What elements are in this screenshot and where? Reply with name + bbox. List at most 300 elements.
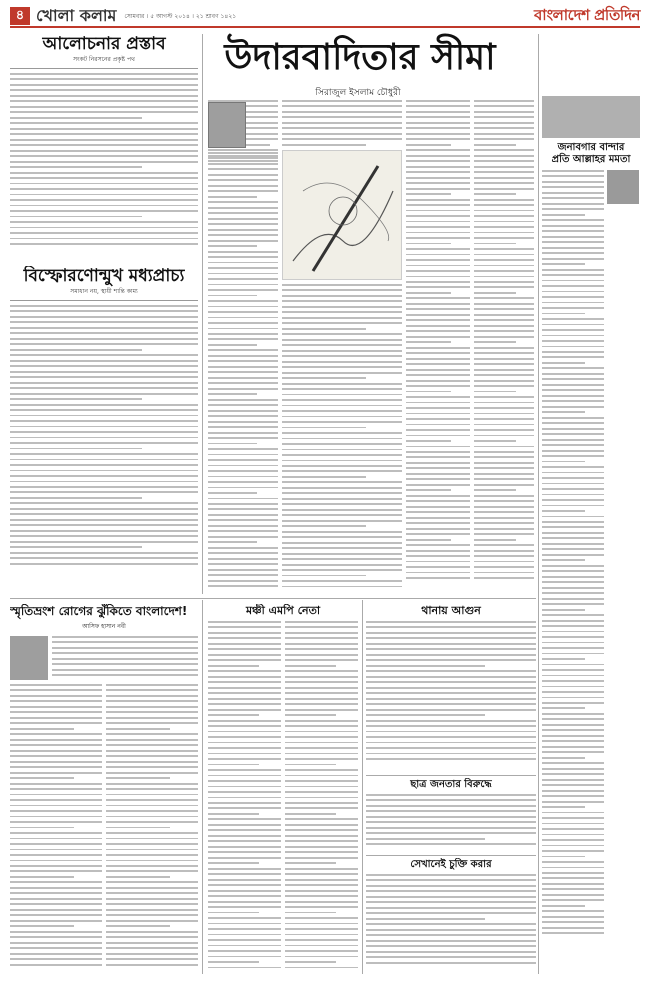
text-line bbox=[208, 884, 281, 886]
bottom-left-title: স্মৃতিভ্রংশ রোগের ঝুঁকিতে বাংলাদেশ! bbox=[10, 604, 188, 618]
text-line bbox=[542, 894, 604, 896]
text-line bbox=[285, 824, 358, 826]
text-line bbox=[474, 193, 516, 195]
text-line bbox=[542, 444, 604, 446]
text-line bbox=[208, 322, 278, 324]
text-line bbox=[106, 750, 198, 752]
text-line bbox=[106, 717, 198, 719]
text-line bbox=[542, 406, 604, 408]
text-line bbox=[208, 481, 278, 483]
text-line bbox=[10, 684, 102, 686]
text-line bbox=[474, 341, 516, 343]
text-line bbox=[52, 674, 198, 676]
text-line bbox=[282, 383, 402, 385]
text-line bbox=[106, 794, 198, 796]
text-line bbox=[542, 762, 604, 764]
text-line bbox=[250, 122, 278, 124]
text-line bbox=[208, 377, 278, 379]
text-line bbox=[208, 168, 278, 170]
text-line bbox=[208, 251, 278, 253]
text-line bbox=[474, 396, 534, 398]
editorial-header-1 bbox=[10, 34, 198, 69]
text-line bbox=[542, 784, 604, 786]
text-line bbox=[208, 802, 281, 804]
text-line bbox=[474, 286, 534, 288]
text-line bbox=[542, 247, 604, 249]
text-line bbox=[10, 821, 102, 823]
text-line bbox=[366, 929, 536, 931]
text-line bbox=[474, 215, 534, 217]
text-line bbox=[406, 517, 470, 519]
text-line bbox=[474, 555, 534, 557]
text-line bbox=[406, 171, 470, 173]
text-line bbox=[474, 385, 534, 387]
text-line bbox=[285, 846, 358, 848]
text-line bbox=[208, 149, 278, 151]
text-line bbox=[282, 575, 366, 577]
text-line bbox=[542, 384, 604, 386]
text-line bbox=[474, 232, 534, 234]
text-line bbox=[285, 676, 358, 678]
text-line bbox=[10, 799, 102, 801]
text-line bbox=[542, 428, 604, 430]
text-line bbox=[366, 874, 536, 876]
text-line bbox=[285, 967, 358, 969]
text-line bbox=[282, 366, 402, 368]
text-line bbox=[474, 435, 534, 437]
text-line bbox=[285, 687, 358, 689]
text-line bbox=[474, 265, 534, 267]
illustration bbox=[282, 150, 402, 280]
text-line bbox=[542, 439, 604, 441]
text-line bbox=[285, 917, 358, 919]
editorial-header-2 bbox=[10, 266, 198, 301]
text-line bbox=[208, 492, 257, 494]
text-line bbox=[474, 259, 534, 261]
text-line bbox=[406, 500, 470, 502]
text-line bbox=[406, 440, 451, 442]
text-line bbox=[474, 528, 534, 530]
text-line bbox=[542, 422, 604, 424]
text-line bbox=[10, 470, 198, 472]
text-line bbox=[285, 890, 358, 892]
text-line bbox=[208, 541, 257, 543]
text-line bbox=[542, 324, 604, 326]
text-line bbox=[10, 870, 102, 872]
text-line bbox=[208, 201, 278, 203]
text-line bbox=[10, 931, 102, 933]
bottom-left-column bbox=[10, 604, 198, 974]
text-line bbox=[282, 580, 402, 582]
text-line bbox=[10, 722, 102, 724]
text-line bbox=[474, 451, 534, 453]
text-line bbox=[542, 356, 604, 358]
text-line bbox=[208, 470, 278, 472]
text-line bbox=[106, 903, 198, 905]
text-line bbox=[10, 332, 198, 334]
text-line bbox=[10, 155, 198, 157]
text-line bbox=[474, 182, 534, 184]
text-line bbox=[208, 742, 281, 744]
text-line bbox=[208, 245, 257, 247]
text-line bbox=[542, 669, 604, 671]
text-line bbox=[285, 709, 358, 711]
text-line bbox=[208, 580, 278, 582]
text-line bbox=[285, 632, 358, 634]
text-line bbox=[542, 521, 604, 523]
text-line bbox=[474, 303, 534, 305]
text-line bbox=[106, 805, 198, 807]
text-line bbox=[285, 731, 358, 733]
text-line bbox=[474, 199, 534, 201]
text-line bbox=[366, 794, 536, 796]
text-line bbox=[208, 687, 281, 689]
text-line bbox=[208, 360, 278, 362]
text-line bbox=[542, 570, 604, 572]
text-line bbox=[542, 543, 604, 545]
text-line bbox=[285, 818, 358, 820]
text-line bbox=[10, 431, 198, 433]
text-line bbox=[542, 790, 604, 792]
text-line bbox=[406, 418, 470, 420]
text-line bbox=[282, 372, 402, 374]
text-line bbox=[10, 486, 198, 488]
text-line bbox=[285, 901, 358, 903]
text-line bbox=[542, 378, 604, 380]
text-line bbox=[208, 846, 281, 848]
text-line bbox=[106, 854, 198, 856]
text-line bbox=[542, 258, 604, 260]
text-line bbox=[208, 928, 281, 930]
text-line bbox=[542, 302, 604, 304]
text-line bbox=[366, 951, 536, 953]
text-line bbox=[282, 344, 402, 346]
text-line bbox=[250, 100, 278, 102]
text-line bbox=[366, 843, 536, 845]
text-line bbox=[406, 566, 470, 568]
text-line bbox=[106, 892, 198, 894]
text-line bbox=[542, 861, 604, 863]
text-line bbox=[106, 783, 198, 785]
thana-title: থানায় আগুন bbox=[421, 604, 481, 617]
text-line bbox=[542, 241, 604, 243]
text-line bbox=[474, 380, 534, 382]
text-line bbox=[406, 177, 470, 179]
text-line bbox=[10, 459, 198, 461]
text-line bbox=[474, 424, 534, 426]
text-line bbox=[542, 609, 585, 611]
text-line bbox=[285, 961, 336, 963]
text-line bbox=[406, 539, 451, 541]
text-line bbox=[282, 531, 402, 533]
text-line bbox=[285, 945, 358, 947]
text-line bbox=[208, 267, 278, 269]
text-line bbox=[542, 400, 604, 402]
text-line bbox=[282, 100, 402, 102]
text-line bbox=[10, 100, 198, 102]
text-line bbox=[208, 355, 278, 357]
text-line bbox=[10, 513, 198, 515]
text-line bbox=[406, 522, 470, 524]
text-line bbox=[406, 467, 470, 469]
text-line bbox=[208, 179, 278, 181]
text-line bbox=[208, 157, 278, 159]
text-line bbox=[10, 481, 198, 483]
text-line bbox=[282, 416, 402, 418]
text-line bbox=[474, 171, 534, 173]
text-line bbox=[208, 558, 278, 560]
text-line bbox=[366, 665, 485, 667]
text-line bbox=[282, 410, 402, 412]
text-line bbox=[282, 322, 402, 324]
text-line bbox=[282, 470, 402, 472]
text-line bbox=[542, 516, 604, 518]
text-line bbox=[474, 352, 534, 354]
text-line bbox=[474, 122, 534, 124]
text-line bbox=[208, 459, 278, 461]
text-line bbox=[10, 920, 102, 922]
chhatra-title: ছাত্র জনতার বিরুদ্ধে bbox=[410, 779, 492, 790]
text-line bbox=[542, 450, 604, 452]
text-line bbox=[106, 920, 198, 922]
editorial-subtitle-2: সমাধান নয়, স্থায়ী শান্তি কাম্য bbox=[70, 288, 138, 295]
text-line bbox=[366, 816, 536, 818]
editorial-body-1 bbox=[10, 73, 198, 245]
text-line bbox=[10, 535, 198, 537]
text-line bbox=[542, 548, 604, 550]
text-line bbox=[10, 865, 102, 867]
text-line bbox=[406, 451, 470, 453]
text-line bbox=[10, 711, 102, 713]
text-line bbox=[542, 219, 604, 221]
text-line bbox=[208, 185, 278, 187]
text-line bbox=[406, 577, 470, 579]
text-line bbox=[542, 757, 585, 759]
text-line bbox=[208, 388, 278, 390]
text-line bbox=[285, 753, 358, 755]
text-line bbox=[10, 761, 102, 763]
text-line bbox=[542, 812, 604, 814]
text-line bbox=[542, 598, 604, 600]
text-line bbox=[10, 128, 198, 130]
text-line bbox=[285, 906, 358, 908]
text-line bbox=[106, 914, 198, 916]
main-article-col-b bbox=[208, 152, 278, 592]
text-line bbox=[208, 626, 281, 628]
text-line bbox=[208, 300, 278, 302]
text-line bbox=[250, 105, 278, 107]
text-line bbox=[10, 502, 198, 504]
text-line bbox=[208, 366, 278, 368]
text-line bbox=[406, 215, 470, 217]
text-line bbox=[285, 840, 358, 842]
text-line bbox=[406, 193, 451, 195]
text-line bbox=[208, 399, 278, 401]
text-line bbox=[106, 909, 198, 911]
text-line bbox=[282, 525, 366, 527]
text-line bbox=[208, 923, 281, 925]
text-line bbox=[542, 686, 604, 688]
text-line bbox=[406, 495, 470, 497]
text-line bbox=[208, 382, 278, 384]
text-line bbox=[10, 365, 198, 367]
text-line bbox=[282, 355, 402, 357]
text-line bbox=[474, 495, 534, 497]
text-line bbox=[285, 868, 358, 870]
text-line bbox=[208, 574, 278, 576]
text-line bbox=[208, 514, 278, 516]
text-line bbox=[10, 194, 198, 196]
page-number: ৪ bbox=[10, 7, 30, 25]
text-line bbox=[285, 775, 358, 777]
text-line bbox=[208, 519, 278, 521]
text-line bbox=[542, 181, 604, 183]
text-line bbox=[542, 779, 604, 781]
text-line bbox=[10, 354, 198, 356]
text-line bbox=[542, 175, 604, 177]
text-line bbox=[208, 945, 281, 947]
text-line bbox=[282, 492, 402, 494]
text-line bbox=[10, 843, 102, 845]
text-line bbox=[208, 273, 278, 275]
text-line bbox=[474, 226, 534, 228]
text-line bbox=[10, 453, 198, 455]
text-line bbox=[282, 333, 402, 335]
text-line bbox=[208, 498, 278, 500]
text-line bbox=[282, 138, 402, 140]
text-line bbox=[366, 945, 536, 947]
text-line bbox=[10, 810, 102, 812]
text-line bbox=[366, 821, 536, 823]
text-line bbox=[106, 881, 198, 883]
text-line bbox=[542, 647, 604, 649]
text-line bbox=[106, 827, 170, 829]
text-line bbox=[208, 349, 278, 351]
text-line bbox=[406, 133, 470, 135]
pen-illustration-icon bbox=[283, 151, 403, 281]
text-line bbox=[208, 212, 278, 214]
text-line bbox=[208, 643, 281, 645]
text-line bbox=[10, 958, 102, 960]
text-line bbox=[10, 563, 198, 565]
text-line bbox=[10, 133, 198, 135]
text-line bbox=[542, 729, 604, 731]
text-line bbox=[52, 658, 198, 660]
text-line bbox=[106, 898, 198, 900]
text-line bbox=[406, 149, 470, 151]
text-line bbox=[406, 533, 470, 535]
text-line bbox=[406, 489, 451, 491]
text-line bbox=[208, 950, 281, 952]
text-line bbox=[10, 524, 198, 526]
editorial-title-2: বিস্ফোরণোন্মুখ মধ্যপ্রাচ্য bbox=[23, 266, 185, 286]
text-line bbox=[10, 733, 102, 735]
text-line bbox=[366, 670, 536, 672]
text-line bbox=[406, 462, 470, 464]
text-line bbox=[208, 824, 281, 826]
text-line bbox=[282, 284, 402, 286]
text-line bbox=[106, 700, 198, 702]
text-line bbox=[366, 703, 536, 705]
text-line bbox=[406, 166, 470, 168]
text-line bbox=[208, 333, 278, 335]
text-line bbox=[406, 363, 470, 365]
text-line bbox=[542, 823, 604, 825]
text-line bbox=[282, 569, 402, 571]
text-line bbox=[10, 205, 198, 207]
text-line bbox=[10, 78, 198, 80]
text-line bbox=[10, 172, 198, 174]
text-line bbox=[282, 127, 402, 129]
text-line bbox=[406, 555, 470, 557]
text-line bbox=[406, 259, 470, 261]
text-line bbox=[282, 454, 402, 456]
text-line bbox=[474, 281, 534, 283]
text-line bbox=[208, 152, 278, 154]
text-line bbox=[285, 956, 358, 958]
text-line bbox=[542, 625, 604, 627]
text-line bbox=[10, 903, 102, 905]
text-line bbox=[106, 722, 198, 724]
text-line bbox=[282, 460, 402, 462]
text-line bbox=[474, 500, 534, 502]
text-line bbox=[366, 810, 536, 812]
text-line bbox=[208, 956, 281, 958]
text-line bbox=[542, 707, 585, 709]
text-line bbox=[10, 166, 142, 168]
author-portrait bbox=[208, 102, 246, 148]
text-line bbox=[542, 718, 604, 720]
text-line bbox=[542, 225, 604, 227]
text-line bbox=[474, 467, 534, 469]
right-author-portrait bbox=[607, 170, 639, 204]
text-line bbox=[10, 376, 198, 378]
text-line bbox=[406, 358, 470, 360]
text-line bbox=[285, 714, 336, 716]
text-line bbox=[208, 585, 278, 587]
text-line bbox=[542, 472, 604, 474]
text-line bbox=[285, 692, 358, 694]
text-line bbox=[10, 860, 102, 862]
text-line bbox=[285, 758, 358, 760]
chhatra-article bbox=[366, 778, 536, 852]
text-line bbox=[285, 747, 358, 749]
text-line bbox=[542, 806, 585, 808]
text-line bbox=[208, 552, 278, 554]
text-line bbox=[366, 912, 536, 914]
text-line bbox=[208, 862, 259, 864]
editorial-column-2 bbox=[10, 266, 198, 592]
text-line bbox=[208, 873, 281, 875]
text-line bbox=[542, 203, 604, 205]
text-line bbox=[10, 475, 198, 477]
text-line bbox=[542, 367, 604, 369]
text-line bbox=[285, 928, 358, 930]
text-line bbox=[106, 964, 198, 966]
text-line bbox=[406, 144, 451, 146]
text-line bbox=[474, 276, 534, 278]
text-line bbox=[406, 484, 470, 486]
text-line bbox=[542, 466, 604, 468]
text-line bbox=[282, 421, 402, 423]
text-line bbox=[406, 550, 470, 552]
text-line bbox=[474, 105, 534, 107]
text-line bbox=[282, 542, 402, 544]
text-line bbox=[208, 698, 281, 700]
text-line bbox=[542, 291, 604, 293]
text-line bbox=[208, 648, 281, 650]
text-line bbox=[10, 321, 198, 323]
